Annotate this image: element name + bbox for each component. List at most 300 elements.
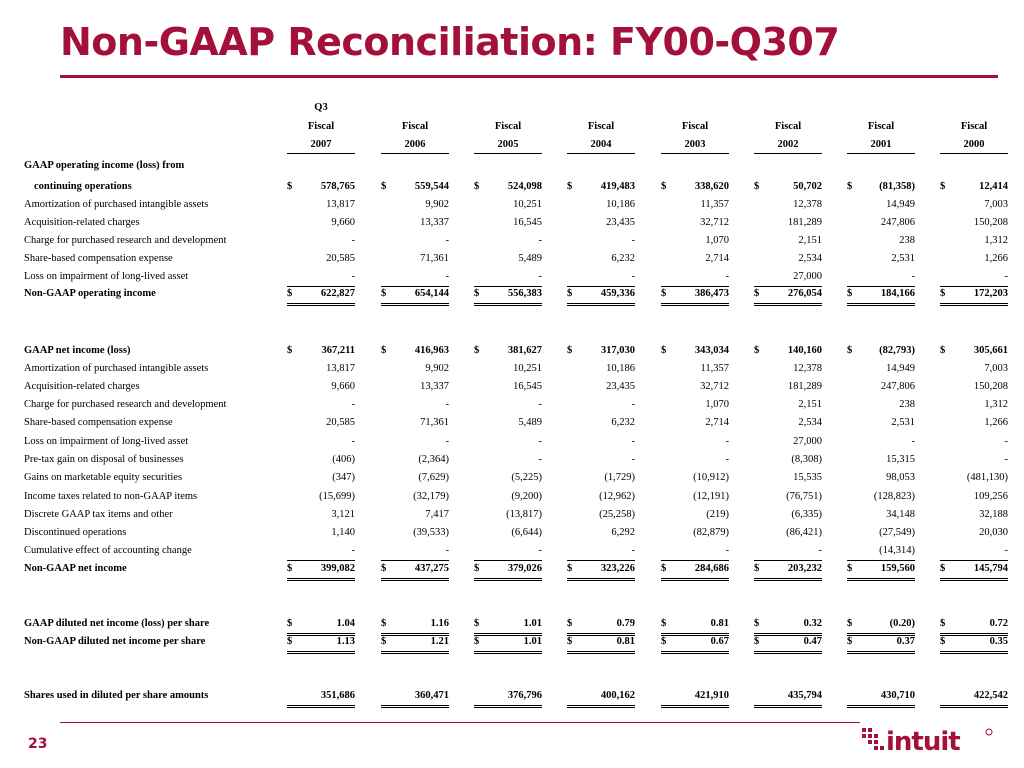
table-cell: [287, 509, 355, 523]
table-cell: [847, 690, 915, 704]
table-cell: [474, 509, 542, 523]
cell-value: 11,357: [700, 199, 729, 210]
total-double-rule: [661, 578, 729, 581]
table-cell: [940, 288, 1008, 302]
table-cell: [754, 381, 822, 395]
table-cell: [661, 472, 729, 486]
table-cell: [287, 690, 355, 704]
table-cell: [287, 491, 355, 505]
table-cell: [567, 345, 635, 359]
table-cell: [847, 199, 915, 213]
cell-value: 140,160: [787, 345, 822, 356]
table-cell: [661, 253, 729, 267]
cell-value: 556,383: [507, 288, 542, 299]
cell-value: 1.13: [336, 636, 355, 647]
cell-value: -: [538, 235, 542, 246]
subtotal-rule: [567, 286, 635, 287]
cell-value: 181,289: [787, 217, 822, 228]
table-cell: [661, 181, 729, 195]
table-cell: [287, 399, 355, 413]
table-cell: [940, 491, 1008, 505]
cell-value: (12,962): [599, 491, 635, 502]
table-cell: [287, 253, 355, 267]
dollar-sign: $: [474, 288, 480, 299]
table-cell: [754, 271, 822, 285]
cell-value: 247,806: [880, 381, 915, 392]
cell-value: 654,144: [414, 288, 449, 299]
table-cell: [567, 417, 635, 431]
cell-value: 422,542: [973, 690, 1008, 701]
column-header-label: Fiscal: [867, 121, 895, 132]
cell-value: 0.81: [616, 636, 635, 647]
table-cell: [287, 545, 355, 559]
table-cell: [847, 253, 915, 267]
column-header-year: 2004: [567, 139, 635, 150]
table-cell: [754, 288, 822, 302]
cell-value: 9,660: [331, 381, 355, 392]
dollar-sign: $: [661, 618, 667, 629]
cell-value: 367,211: [321, 345, 355, 356]
table-cell: [940, 527, 1008, 541]
cell-value: -: [351, 399, 355, 410]
table-cell: [287, 235, 355, 249]
cell-value: (6,335): [791, 509, 822, 520]
table-cell: [847, 636, 915, 650]
cell-value: 150,208: [973, 217, 1008, 228]
table-cell: [661, 399, 729, 413]
table-cell: [847, 417, 915, 431]
cell-value: 12,378: [793, 199, 822, 210]
cell-value: -: [725, 454, 729, 465]
table-cell: [381, 527, 449, 541]
total-double-rule: [754, 303, 822, 306]
cell-value: 0.32: [803, 618, 822, 629]
cell-value: 386,473: [694, 288, 729, 299]
cell-value: (86,421): [786, 527, 822, 538]
cell-value: 435,794: [787, 690, 822, 701]
cell-value: 3,121: [331, 509, 355, 520]
cell-value: (39,533): [413, 527, 449, 538]
row-label: GAAP diluted net income (loss) per share: [24, 618, 210, 629]
cell-value: (32,179): [413, 491, 449, 502]
cell-value: 0.37: [896, 636, 915, 647]
total-double-rule: [287, 705, 355, 708]
cell-value: 622,827: [320, 288, 355, 299]
dollar-sign: $: [474, 636, 480, 647]
table-cell: [661, 363, 729, 377]
cell-value: 13,337: [420, 217, 449, 228]
cell-value: 13,337: [420, 381, 449, 392]
cell-value: (25,258): [599, 509, 635, 520]
table-cell: [940, 563, 1008, 577]
table-cell: [567, 545, 635, 559]
column-header-label: Fiscal: [774, 121, 802, 132]
row-label: Non-GAAP diluted net income per share: [24, 636, 206, 647]
table-cell: [381, 271, 449, 285]
table-cell: [287, 363, 355, 377]
subtotal-rule: [474, 286, 542, 287]
table-cell: [567, 381, 635, 395]
table-cell: [287, 563, 355, 577]
cell-value: 34,148: [886, 509, 915, 520]
table-cell: [287, 381, 355, 395]
column-header-label: Fiscal: [401, 121, 429, 132]
total-double-rule: [847, 705, 915, 708]
cell-value: -: [445, 545, 449, 556]
table-cell: [661, 217, 729, 231]
cell-value: 0.47: [803, 636, 822, 647]
row-label: Amortization of purchased intangible assets: [24, 199, 209, 210]
table-cell: [754, 563, 822, 577]
cell-value: (82,879): [693, 527, 729, 538]
table-cell: [474, 491, 542, 505]
cell-value: (27,549): [879, 527, 915, 538]
cell-value: -: [538, 545, 542, 556]
cell-value: 7,417: [425, 509, 449, 520]
row-label: Pre-tax gain on disposal of businesses: [24, 454, 184, 465]
cell-value: 0.72: [989, 618, 1008, 629]
cell-value: 9,660: [331, 217, 355, 228]
table-cell: [661, 235, 729, 249]
cell-value: (2,364): [418, 454, 449, 465]
dollar-sign: $: [661, 636, 667, 647]
cell-value: 247,806: [880, 217, 915, 228]
table-cell: [567, 271, 635, 285]
table-cell: [661, 436, 729, 450]
total-double-rule: [287, 578, 355, 581]
cell-value: 10,186: [606, 363, 635, 374]
total-double-rule: [381, 578, 449, 581]
table-cell: [847, 399, 915, 413]
dollar-sign: $: [381, 618, 387, 629]
cell-value: 7,003: [984, 199, 1008, 210]
subtotal-rule: [847, 560, 915, 561]
table-cell: [847, 454, 915, 468]
total-double-rule: [567, 705, 635, 708]
cell-value: 421,910: [694, 690, 729, 701]
cell-value: (128,823): [873, 491, 915, 502]
cell-value: 159,560: [880, 563, 915, 574]
dollar-sign: $: [661, 345, 667, 356]
table-cell: [381, 472, 449, 486]
table-cell: [381, 491, 449, 505]
cell-value: 351,686: [320, 690, 355, 701]
cell-value: 400,162: [600, 690, 635, 701]
table-cell: [474, 217, 542, 231]
table-cell: [847, 527, 915, 541]
cell-value: 6,232: [611, 417, 635, 428]
cell-value: 7,003: [984, 363, 1008, 374]
cell-value: 1,070: [705, 399, 729, 410]
table-cell: [754, 545, 822, 559]
dollar-sign: $: [287, 636, 293, 647]
cell-value: 5,489: [518, 417, 542, 428]
cell-value: 459,336: [600, 288, 635, 299]
cell-value: (15,699): [319, 491, 355, 502]
cell-value: -: [538, 399, 542, 410]
dollar-sign: $: [847, 288, 853, 299]
dollar-sign: $: [381, 181, 387, 192]
cell-value: 559,544: [414, 181, 449, 192]
total-double-rule: [847, 578, 915, 581]
dollar-sign: $: [847, 563, 853, 574]
table-cell: [287, 288, 355, 302]
table-cell: [847, 345, 915, 359]
cell-value: 12,378: [793, 363, 822, 374]
table-cell: [940, 399, 1008, 413]
cell-value: 15,535: [793, 472, 822, 483]
cell-value: 16,545: [513, 217, 542, 228]
dollar-sign: $: [287, 563, 293, 574]
table-cell: [381, 217, 449, 231]
table-cell: [940, 381, 1008, 395]
cell-value: 10,251: [513, 363, 542, 374]
cell-value: 578,765: [320, 181, 355, 192]
footer-rule: [60, 722, 860, 723]
table-cell: [754, 527, 822, 541]
table-cell: [754, 363, 822, 377]
cell-value: 5,489: [518, 253, 542, 264]
table-cell: [287, 199, 355, 213]
cell-value: 284,686: [694, 563, 729, 574]
cell-value: (13,817): [506, 509, 542, 520]
table-cell: [381, 454, 449, 468]
total-double-rule: [847, 651, 915, 654]
table-cell: [567, 491, 635, 505]
table-cell: [940, 345, 1008, 359]
dollar-sign: $: [940, 181, 946, 192]
total-double-rule: [940, 303, 1008, 306]
table-cell: [567, 199, 635, 213]
column-header-label: Fiscal: [494, 121, 522, 132]
table-cell: [754, 472, 822, 486]
cell-value: -: [445, 399, 449, 410]
table-cell: [381, 690, 449, 704]
cell-value: 2,714: [705, 417, 729, 428]
cell-value: 381,627: [507, 345, 542, 356]
cell-value: 379,026: [507, 563, 542, 574]
table-cell: [940, 417, 1008, 431]
cell-value: -: [1004, 436, 1008, 447]
table-cell: [940, 454, 1008, 468]
cell-value: (82,793): [879, 345, 915, 356]
table-cell: [567, 527, 635, 541]
cell-value: -: [445, 436, 449, 447]
table-cell: [474, 527, 542, 541]
dollar-sign: $: [381, 636, 387, 647]
table-cell: [287, 472, 355, 486]
cell-value: -: [538, 436, 542, 447]
cell-value: -: [725, 271, 729, 282]
table-cell: [474, 288, 542, 302]
cell-value: 2,531: [891, 253, 915, 264]
row-label: Shares used in diluted per share amounts: [24, 690, 209, 701]
table-cell: [287, 345, 355, 359]
cell-value: -: [538, 271, 542, 282]
column-header-year: 2002: [754, 139, 822, 150]
table-cell: [474, 363, 542, 377]
dollar-sign: $: [474, 345, 480, 356]
cell-value: (10,912): [693, 472, 729, 483]
table-cell: [940, 217, 1008, 231]
dollar-sign: $: [474, 181, 480, 192]
table-cell: [940, 618, 1008, 632]
cell-value: -: [631, 545, 635, 556]
subtotal-rule: [940, 286, 1008, 287]
row-label: GAAP net income (loss): [24, 345, 131, 356]
intuit-logo: [862, 722, 996, 758]
table-cell: [567, 217, 635, 231]
cell-value: 437,275: [414, 563, 449, 574]
cell-value: 32,188: [979, 509, 1008, 520]
dollar-sign: $: [847, 636, 853, 647]
cell-value: 0.35: [989, 636, 1008, 647]
dollar-sign: $: [287, 345, 293, 356]
table-cell: [661, 545, 729, 559]
dollar-sign: $: [381, 288, 387, 299]
total-double-rule: [940, 578, 1008, 581]
table-cell: [567, 181, 635, 195]
cell-value: 71,361: [420, 417, 449, 428]
subtotal-rule: [754, 286, 822, 287]
table-cell: [940, 690, 1008, 704]
total-double-rule: [754, 578, 822, 581]
cell-value: -: [1004, 271, 1008, 282]
cell-value: 11,357: [700, 363, 729, 374]
dollar-sign: $: [567, 288, 573, 299]
cell-value: 172,203: [973, 288, 1008, 299]
table-cell: [847, 217, 915, 231]
cell-value: 109,256: [973, 491, 1008, 502]
table-cell: [474, 417, 542, 431]
table-cell: [567, 690, 635, 704]
cell-value: -: [631, 271, 635, 282]
total-double-rule: [381, 303, 449, 306]
row-label: Acquisition-related charges: [24, 217, 140, 228]
cell-value: 0.79: [616, 618, 635, 629]
subtotal-rule: [661, 560, 729, 561]
dollar-sign: $: [754, 636, 760, 647]
cell-value: -: [631, 235, 635, 246]
table-cell: [754, 235, 822, 249]
cell-value: -: [351, 235, 355, 246]
cell-value: 150,208: [973, 381, 1008, 392]
cell-value: -: [631, 436, 635, 447]
cell-value: (7,629): [418, 472, 449, 483]
row-label: Acquisition-related charges: [24, 381, 140, 392]
table-cell: [381, 563, 449, 577]
cell-value: 23,435: [606, 381, 635, 392]
table-cell: [754, 690, 822, 704]
table-cell: [474, 472, 542, 486]
dollar-sign: $: [754, 345, 760, 356]
row-label: Amortization of purchased intangible assets: [24, 363, 209, 374]
column-header-year: 2001: [847, 139, 915, 150]
cell-value: 14,949: [886, 199, 915, 210]
table-cell: [287, 271, 355, 285]
table-cell: [381, 636, 449, 650]
table-cell: [661, 491, 729, 505]
row-label: Discrete GAAP tax items and other: [24, 509, 173, 520]
table-cell: [847, 363, 915, 377]
table-cell: [940, 271, 1008, 285]
cell-value: -: [631, 399, 635, 410]
table-cell: [474, 181, 542, 195]
cell-value: 14,949: [886, 363, 915, 374]
dollar-sign: $: [847, 181, 853, 192]
table-cell: [847, 271, 915, 285]
dollar-sign: $: [754, 288, 760, 299]
page-number: 23: [28, 736, 48, 752]
table-cell: [474, 345, 542, 359]
total-double-rule: [287, 303, 355, 306]
dollar-sign: $: [474, 563, 480, 574]
table-cell: [381, 417, 449, 431]
cell-value: 343,034: [694, 345, 729, 356]
total-double-rule: [940, 705, 1008, 708]
logo-dots: [862, 728, 884, 750]
row-label: Cumulative effect of accounting change: [24, 545, 192, 556]
dollar-sign: $: [381, 345, 387, 356]
cell-value: 2,534: [798, 253, 822, 264]
table-cell: [287, 436, 355, 450]
column-header-year: 2006: [381, 139, 449, 150]
row-label: continuing operations: [34, 181, 132, 192]
table-cell: [940, 235, 1008, 249]
dollar-sign: $: [940, 345, 946, 356]
column-header-year: 2000: [940, 139, 1008, 150]
total-double-rule: [567, 578, 635, 581]
table-cell: [567, 454, 635, 468]
dollar-sign: $: [287, 288, 293, 299]
subtotal-rule: [567, 560, 635, 561]
table-cell: [381, 345, 449, 359]
cell-value: 181,289: [787, 381, 822, 392]
dollar-sign: $: [567, 345, 573, 356]
q3-label: Q3: [314, 102, 328, 113]
subtotal-rule: [940, 560, 1008, 561]
cell-value: (14,314): [879, 545, 915, 556]
cell-value: 1,312: [984, 235, 1008, 246]
cell-value: 1,266: [984, 253, 1008, 264]
table-cell: [567, 436, 635, 450]
row-label: Non-GAAP operating income: [24, 288, 156, 299]
cell-value: 0.67: [710, 636, 729, 647]
total-double-rule: [381, 651, 449, 654]
table-cell: [381, 253, 449, 267]
table-cell: [661, 417, 729, 431]
table-cell: [754, 345, 822, 359]
row-label: Discontinued operations: [24, 527, 127, 538]
table-cell: [661, 381, 729, 395]
total-double-rule: [754, 651, 822, 654]
subtotal-rule: [381, 286, 449, 287]
cell-value: 419,483: [600, 181, 635, 192]
cell-value: 238: [899, 399, 915, 410]
cell-value: 360,471: [414, 690, 449, 701]
cell-value: 1.04: [336, 618, 355, 629]
cell-value: 2,151: [798, 399, 822, 410]
table-cell: [567, 618, 635, 632]
table-cell: [287, 618, 355, 632]
table-cell: [474, 563, 542, 577]
column-header-label: Fiscal: [307, 121, 335, 132]
cell-value: 317,030: [600, 345, 635, 356]
cell-value: 6,292: [611, 527, 635, 538]
table-cell: [754, 454, 822, 468]
dollar-sign: $: [287, 618, 293, 629]
table-cell: [847, 618, 915, 632]
